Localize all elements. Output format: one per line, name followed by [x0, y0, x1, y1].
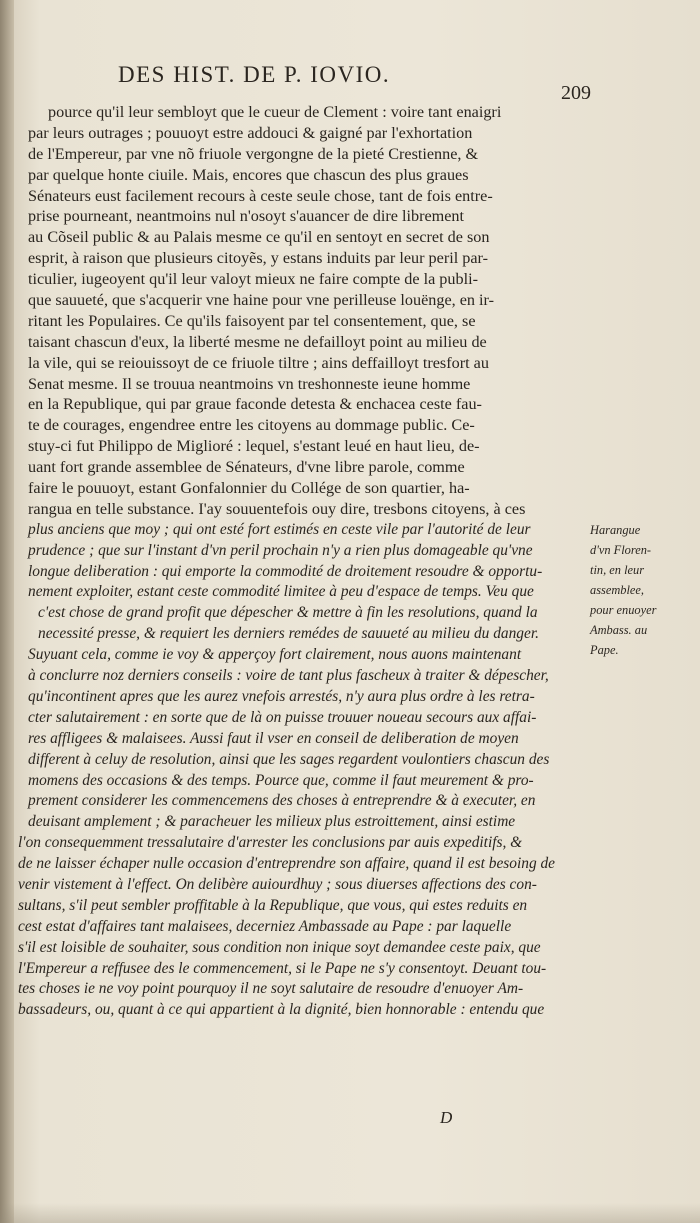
text-line: cest estat d'affaires tant malaisees, decerniez Ambassade au Pape : par laquelle	[18, 917, 512, 935]
text-line: au Cõseil public & au Palais mesme ce qu'il en sentoyt en secret de son	[28, 228, 490, 247]
text-line: sultans, s'il peut sembler proffitable à la Republique, que vous, qui estes reduits en	[18, 896, 528, 914]
text-line: à conclurre noz derniers conseils : voire de tant plus fascheux à traiter & dépescher,	[28, 667, 549, 685]
text-line: prise pourneant, neantmoins nul n'osoyt s'auancer de dire librement	[28, 207, 465, 226]
text-line: cter salutairement : en sorte que de là on puisse trouuer noueau secours aux affai-	[28, 708, 537, 726]
text-line: nement exploiter, estant ceste commodité limitee à peu d'espace de temps. Veu que	[28, 583, 534, 601]
text-line: s'il est loisible de souhaiter, sous condition non inique soyt demandee ceste paix, que	[18, 938, 541, 956]
text-line: Suyuant cela, comme ie voy & apperçoy fort clairement, nous auons maintenant	[28, 646, 522, 664]
text-line: rangua en telle substance. I'ay souuentefois ouy dire, tresbons citoyens, à ces	[28, 499, 526, 518]
text-line: que sauueté, que s'acquerir vne haine pour vne perilleuse louënge, en ir-	[28, 291, 494, 310]
text-line: l'Empereur a reffusee des le commencement, si le Pape ne s'y consentoyt. Deuant tou-	[18, 959, 547, 977]
text-line: taisant chascun d'eux, la liberté mesme ne defailloyt point au milieu de	[28, 332, 487, 351]
text-line: res affligees & malaisees. Aussi faut il vser en conseil de deliberation de moyen	[28, 729, 519, 747]
text-line: de l'Empereur, par vne nõ friuole vergongne de la pieté Crestienne, &	[28, 144, 479, 163]
text-line: Sénateurs eust facilement recours à ceste seule chose, tant de fois entre-	[28, 186, 493, 205]
text-line: ticulier, iugeoyent qu'il leur valoyt mieux ne faire compte de la publi-	[28, 270, 478, 289]
text-line: tes choses ie ne voy point pourquoy il ne soyt salutaire de resoudre d'enuoyer Am-	[18, 980, 524, 998]
marginal-note-line: assemblee,	[590, 583, 645, 597]
text-line: Senat mesme. Il se trouua neantmoins vn treshonneste ieune homme	[28, 374, 471, 393]
text-line: bassadeurs, ou, quant à ce qui appartient à la dignité, bien honnorable : entendu que	[18, 1001, 545, 1019]
text-line: c'est chose de grand profit que dépescher & mettre à fin les resolutions, quand la	[38, 604, 538, 622]
text-line: pource qu'il leur sembloyt que le cueur de Clement : voire tant enaigri	[48, 103, 502, 121]
marginal-note-line: Pape.	[590, 643, 619, 657]
text-line: te de courages, engendree entre les citoyens au dommage public. Ce-	[28, 416, 475, 435]
text-line: faire le pouuoyt, estant Gonfalonnier du Collége de son quartier, ha-	[28, 479, 470, 498]
text-line: en la Republique, qui par graue faconde detesta & enchacea ceste fau-	[28, 395, 482, 414]
catchword: D	[440, 1108, 453, 1127]
text-line: plus anciens que moy ; qui ont esté fort estimés en ceste vile par l'autorité de leur	[28, 520, 531, 538]
text-line: momens des occasions & des temps. Pource que, comme il faut meurement & pro-	[28, 771, 534, 789]
text-line: stuy-ci fut Philippo de Miglioré : lequel, s'estant leué en haut lieu, de-	[28, 437, 480, 456]
text-line: de ne laisser échaper nulle occasion d'entreprendre son affaire, quand il est besoing de	[18, 855, 556, 873]
text-line: l'on consequemment tressalutaire d'arrester les conclusions par auis expeditifs, &	[18, 834, 523, 852]
text-line: prudence ; que sur l'instant d'vn peril prochain n'y a rien plus domageable qu'vne	[28, 541, 533, 559]
text-line: different à celuy de resolution, ainsi que les sages regardent voulontiers chascun des	[28, 750, 550, 768]
binding-gutter	[0, 0, 14, 1223]
text-line: uant fort grande assemblee de Sénateurs, d'vne libre parole, comme	[28, 458, 465, 477]
marginal-note-line: Ambass. au	[590, 623, 648, 637]
text-line: ritant les Populaires. Ce qu'ils faisoyent par tel consentement, que, se	[28, 311, 476, 330]
marginal-note-line: tin, en leur	[590, 563, 645, 577]
marginal-note-line: Harangue	[590, 523, 641, 537]
marginal-note	[590, 520, 690, 660]
marginal-note-line: d'vn Floren-	[590, 543, 652, 557]
marginal-note-line: pour enuoyer	[590, 603, 657, 617]
text-line: prement considerer les commencemens des choses à entreprendre & à executer, en	[28, 792, 536, 810]
text-line: deuisant amplement ; & paracheuer les milieux plus estroittement, ainsi estime	[28, 813, 516, 831]
text-line: par quelque honte ciuile. Mais, encores que chascun des plus graues	[28, 165, 469, 184]
text-line: longue deliberation : qui emporte la commodité de droitement resoudre & opportu-	[28, 562, 543, 580]
text-line: par leurs outrages ; pouuoyt estre addouci & gaigné par l'exhortation	[28, 123, 473, 142]
running-head: DES HIST. DE P. IOVIO.	[118, 62, 391, 87]
text-line: esprit, à raison que plusieurs citoyẽs, y estans induits par leur peril par-	[28, 249, 488, 268]
text-line: la vile, qui se reiouissoyt de ce friuole tiltre ; ains deffailloyt tresfort au	[28, 353, 489, 372]
text-line: venir vistement à l'effect. On delibère auiourdhuy ; sous diuerses affections des con-	[18, 875, 537, 893]
body-text	[18, 102, 578, 1021]
page-edge-shadow	[0, 1203, 700, 1223]
page-number: 209	[561, 82, 591, 104]
text-line: necessité presse, & requiert les derniers remédes de sauueté au milieu du danger.	[38, 625, 539, 643]
text-line: qu'incontinent apres que les aurez vnefois arrestés, n'y aura plus ordre à les retra-	[28, 687, 535, 705]
